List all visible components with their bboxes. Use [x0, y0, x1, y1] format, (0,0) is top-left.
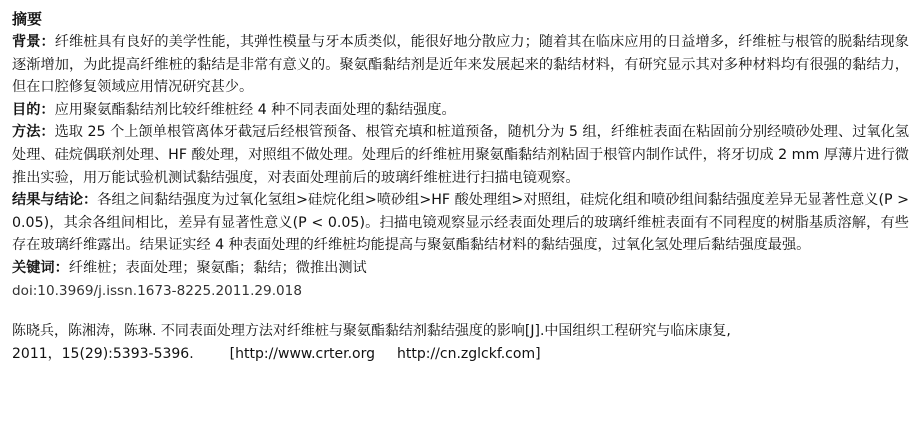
methods-text: 选取 25 个上颌单根管离体牙截冠后经根管预备、根管充填和桩道预备，随机分为 5 组，纤维桩表面在粘固前分别经喷砂处理、过氧化氢处理、硅烷偶联剂处理、HF 酸处理，对照组不做处理。处理后的纤维桩用聚氨酯黏结剂粘固于根管内制作试件，将牙切成 2 mm 厚薄片进行微推出实验，用万能试验机测试黏结强度，对表面处理前后的玻璃纤维桩进行扫描电镜观察。 — [12, 124, 909, 186]
citation-pages: 2011，15(29):5393-5396. — [12, 345, 194, 362]
results-paragraph — [12, 189, 909, 257]
section-spacer — [12, 302, 909, 320]
objective-paragraph — [12, 99, 909, 122]
results-text: 各组之间黏结强度为过氧化氢组>硅烷化组>喷砂组>HF 酸处理组>对照组，硅烷化组和喷砂组间黏结强度差异无显著性意义(P > 0.05)，其余各组间相比，差异有显著性意义(P < 0.05)。扫描电镜观察显示经表面处理后的玻璃纤维桩表面有不同程度的树脂基质溶解，有些存在玻璃纤维露出。结果证实经 4 种表面处理的纤维桩均能提高与聚氨酯黏结材料的黏结强度，过氧化氢处理后黏结强度最强。 — [12, 192, 909, 254]
doi-text[interactable]: doi:10.3969/j.issn.1673-8225.2011.29.018 — [12, 282, 302, 299]
background-label: 背景： — [12, 34, 55, 50]
results-label: 结果与结论： — [12, 192, 98, 209]
background-paragraph — [12, 31, 909, 99]
citation-line-2 — [12, 343, 909, 366]
objective-label: 目的： — [12, 101, 55, 118]
methods-paragraph — [12, 121, 909, 189]
background-text: 纤维桩具有良好的美学性能，其弹性模量与牙本质类似，能很好地分散应力；随着其在临床应用的日益增多，纤维桩与根管的脱黏结现象逐渐增加，为此提高纤维桩的黏结是非常有意义的。聚氨酯黏结剂是近年来发展起来的黏结材料，有研究显示其对多种材料均有很强的黏结力，但在口腔修复领域应用情况研究甚少。 — [12, 34, 909, 96]
citation-line-1: 陈晓兵，陈湘涛，陈琳. 不同表面处理方法对纤维桩与聚氨酯黏结剂黏结强度的影响[J].中国组织工程研究与临床康复, — [12, 323, 731, 340]
citation-url-zglckf[interactable]: http://cn.zglckf.com] — [396, 345, 541, 362]
keywords-label: 关键词： — [12, 259, 69, 276]
objective-text: 应用聚氨酯黏结剂比较纤维桩经 4 种不同表面处理的黏结强度。 — [54, 101, 456, 118]
citation-url-crter[interactable]: [http://www.crter.org — [229, 345, 375, 362]
keywords-paragraph — [12, 257, 909, 280]
abstract-title: 摘要 — [12, 10, 43, 28]
keywords-text: 纤维桩；表面处理；聚氨酯；黏结；微推出测试 — [68, 259, 367, 276]
methods-label: 方法： — [12, 124, 55, 141]
